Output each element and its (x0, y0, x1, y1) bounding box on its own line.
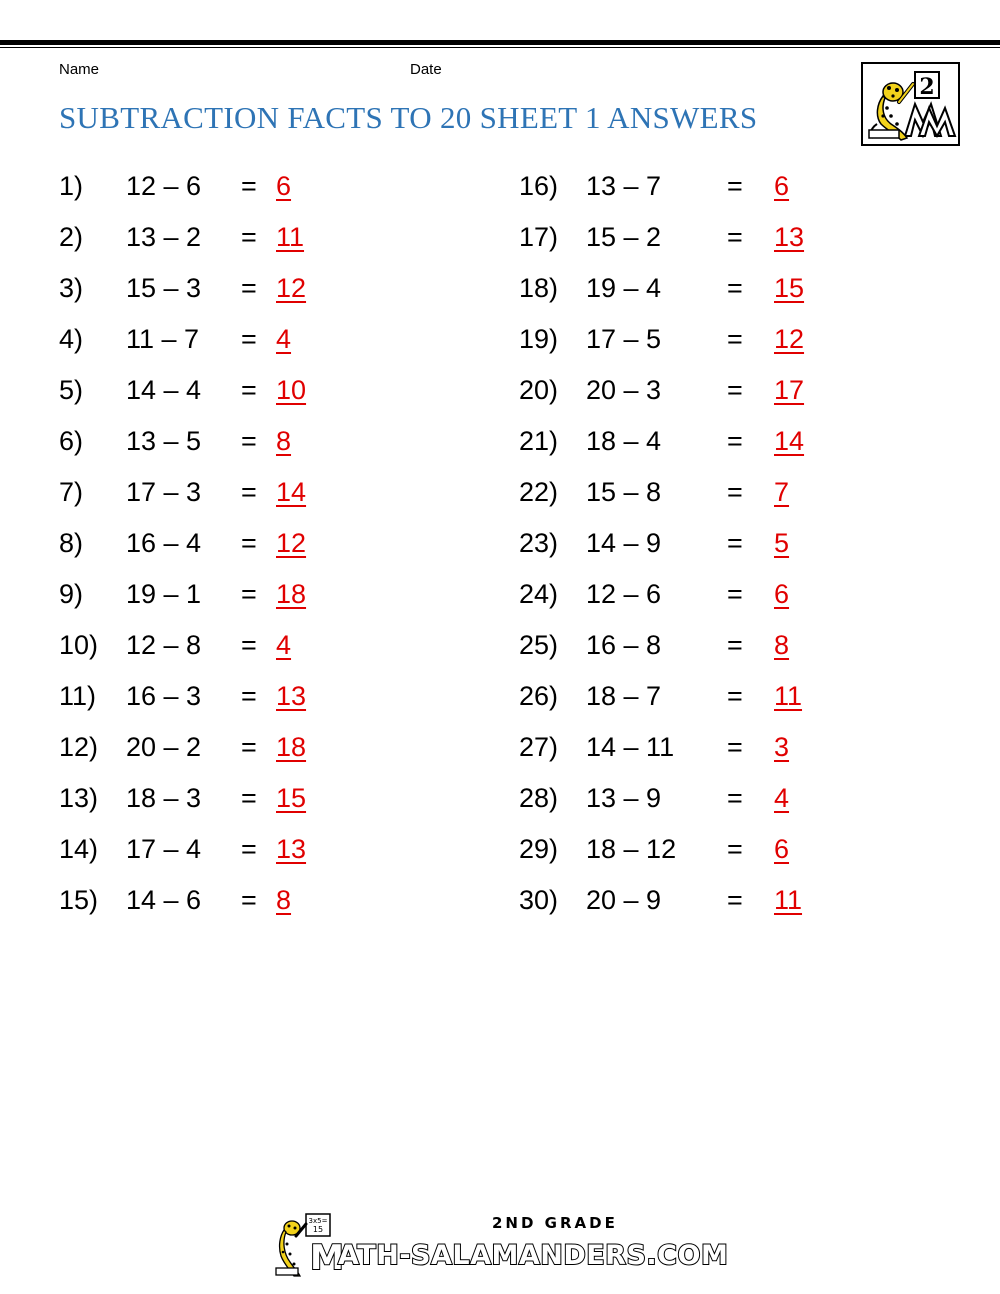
problem-expression: 13 – 7 (586, 171, 662, 201)
problem-expression: 15 – 8 (586, 477, 662, 507)
problem-number: 18) (519, 273, 559, 303)
problem-equals: = (727, 834, 743, 864)
problem-expression: 17 – 3 (126, 477, 202, 507)
problem-row (519, 778, 939, 818)
problem-number: 10) (59, 630, 99, 660)
problem-equals: = (241, 579, 257, 609)
problem-expression: 19 – 1 (126, 579, 202, 609)
problem-equals: = (727, 171, 743, 201)
problem-number: 16) (519, 171, 559, 201)
problem-row (519, 727, 939, 767)
problem-row (519, 676, 939, 716)
problem-answer: 15 (774, 273, 805, 303)
problem-row (519, 880, 939, 920)
problem-answer: 11 (774, 681, 803, 711)
problem-answer: 14 (276, 477, 307, 507)
problem-equals: = (727, 630, 743, 660)
problem-number: 17) (519, 222, 559, 252)
footer-grade-text: 2ND GRADE (492, 1214, 618, 1232)
problem-expression: 17 – 4 (126, 834, 202, 864)
problem-row (59, 880, 479, 920)
problem-number: 4) (59, 324, 84, 354)
footer-site-initial: M (310, 1238, 344, 1278)
problem-number: 2) (59, 222, 84, 252)
problem-equals: = (727, 324, 743, 354)
problem-row (59, 523, 479, 563)
problem-row (519, 829, 939, 869)
problem-number: 9) (59, 579, 84, 609)
problem-equals: = (727, 273, 743, 303)
problem-number: 7) (59, 477, 84, 507)
problem-row (59, 370, 479, 410)
problem-expression: 18 – 4 (586, 426, 662, 456)
problem-expression: 16 – 8 (586, 630, 662, 660)
problem-number: 21) (519, 426, 559, 456)
problem-expression: 20 – 9 (586, 885, 662, 915)
problem-row (59, 829, 479, 869)
problem-number: 5) (59, 375, 84, 405)
problem-equals: = (241, 528, 257, 558)
problem-row (59, 727, 479, 767)
problem-answer: 4 (276, 630, 292, 660)
problem-number: 22) (519, 477, 559, 507)
problem-row (59, 472, 479, 512)
problem-answer: 7 (774, 477, 790, 507)
problem-answer: 8 (276, 426, 292, 456)
footer-logo (272, 1212, 728, 1278)
problem-equals: = (727, 528, 743, 558)
problem-number: 14) (59, 834, 99, 864)
problem-answer: 12 (774, 324, 805, 354)
problem-answer: 5 (774, 528, 790, 558)
problem-number: 26) (519, 681, 559, 711)
problem-equals: = (241, 324, 257, 354)
page-title: SUBTRACTION FACTS TO 20 SHEET 1 ANSWERS (59, 100, 758, 135)
problem-row (519, 574, 939, 614)
problem-number: 25) (519, 630, 559, 660)
problem-expression: 18 – 7 (586, 681, 662, 711)
problem-answer: 3 (774, 732, 790, 762)
logo-grade-number: 2 (919, 74, 935, 100)
problem-expression: 17 – 5 (586, 324, 662, 354)
problem-number: 30) (519, 885, 559, 915)
problem-answer: 14 (774, 426, 805, 456)
problem-expression: 13 – 5 (126, 426, 202, 456)
footer-site-text: ATH-SALAMANDERS.COM (338, 1240, 729, 1271)
problem-row (519, 421, 939, 461)
problem-expression: 16 – 4 (126, 528, 202, 558)
problem-expression: 14 – 6 (126, 885, 202, 915)
problem-equals: = (241, 783, 257, 813)
problem-expression: 16 – 3 (126, 681, 202, 711)
problem-row (519, 370, 939, 410)
problem-answer: 8 (276, 885, 292, 915)
problem-expression: 20 – 3 (586, 375, 662, 405)
problem-equals: = (241, 426, 257, 456)
problem-row (59, 676, 479, 716)
problem-equals: = (727, 426, 743, 456)
problem-number: 12) (59, 732, 99, 762)
problem-row (519, 472, 939, 512)
problem-row (519, 217, 939, 257)
problem-answer: 13 (276, 834, 307, 864)
problem-equals: = (727, 375, 743, 405)
problem-number: 15) (59, 885, 99, 915)
problem-row (519, 523, 939, 563)
problem-equals: = (727, 222, 743, 252)
problem-equals: = (241, 630, 257, 660)
problem-answer: 6 (774, 834, 790, 864)
problem-row (59, 217, 479, 257)
problem-answer: 18 (276, 732, 307, 762)
problem-expression: 13 – 2 (126, 222, 202, 252)
problem-answer: 8 (774, 630, 790, 660)
problem-row (59, 778, 479, 818)
problem-number: 19) (519, 324, 559, 354)
problem-row (59, 625, 479, 665)
problem-equals: = (727, 681, 743, 711)
problem-equals: = (241, 732, 257, 762)
problem-row (59, 166, 479, 206)
problem-expression: 14 – 9 (586, 528, 662, 558)
problem-answer: 11 (276, 222, 305, 252)
problem-equals: = (241, 681, 257, 711)
problem-expression: 19 – 4 (586, 273, 662, 303)
problem-answer: 13 (774, 222, 805, 252)
problem-row (59, 319, 479, 359)
problem-number: 24) (519, 579, 559, 609)
problem-equals: = (727, 885, 743, 915)
svg-text:3x5=: 3x5= (308, 1217, 328, 1225)
problem-expression: 18 – 12 (586, 834, 677, 864)
problem-equals: = (727, 783, 743, 813)
problem-number: 28) (519, 783, 559, 813)
problem-expression: 14 – 4 (126, 375, 202, 405)
problem-number: 8) (59, 528, 84, 558)
problem-equals: = (727, 477, 743, 507)
problem-expression: 12 – 6 (586, 579, 662, 609)
problem-expression: 20 – 2 (126, 732, 202, 762)
name-label: Name (59, 61, 100, 78)
problem-equals: = (241, 222, 257, 252)
problem-equals: = (241, 885, 257, 915)
problem-equals: = (727, 579, 743, 609)
problem-answer: 4 (276, 324, 292, 354)
problem-number: 23) (519, 528, 559, 558)
problem-answer: 4 (774, 783, 790, 813)
problem-equals: = (727, 732, 743, 762)
problem-expression: 15 – 2 (586, 222, 662, 252)
problem-row (59, 421, 479, 461)
problem-answer: 18 (276, 579, 307, 609)
problem-answer: 6 (774, 171, 790, 201)
problem-equals: = (241, 171, 257, 201)
problem-number: 13) (59, 783, 99, 813)
problem-number: 6) (59, 426, 84, 456)
problem-number: 3) (59, 273, 84, 303)
problem-number: 27) (519, 732, 559, 762)
problem-row (519, 625, 939, 665)
problem-expression: 18 – 3 (126, 783, 202, 813)
problem-equals: = (241, 273, 257, 303)
problem-answer: 12 (276, 528, 307, 558)
problem-number: 29) (519, 834, 559, 864)
problem-answer: 12 (276, 273, 307, 303)
problem-expression: 12 – 8 (126, 630, 202, 660)
problem-answer: 17 (774, 375, 805, 405)
problem-row (59, 574, 479, 614)
problem-number: 20) (519, 375, 559, 405)
problem-answer: 11 (774, 885, 803, 915)
problem-row (519, 319, 939, 359)
problem-row (59, 268, 479, 308)
problem-expression: 13 – 9 (586, 783, 662, 813)
problem-equals: = (241, 834, 257, 864)
svg-text:15: 15 (312, 1225, 324, 1234)
problem-equals: = (241, 477, 257, 507)
problem-equals: = (241, 375, 257, 405)
date-label: Date (410, 61, 442, 78)
problem-answer: 6 (276, 171, 292, 201)
problem-answer: 10 (276, 375, 307, 405)
problem-row (519, 268, 939, 308)
problem-expression: 12 – 6 (126, 171, 202, 201)
problem-answer: 15 (276, 783, 307, 813)
problem-answer: 13 (276, 681, 307, 711)
problem-expression: 14 – 11 (586, 732, 675, 762)
problem-number: 1) (59, 171, 84, 201)
problem-row (519, 166, 939, 206)
problem-expression: 15 – 3 (126, 273, 202, 303)
problem-number: 11) (59, 681, 97, 711)
problem-answer: 6 (774, 579, 790, 609)
problem-expression: 11 – 7 (126, 324, 200, 354)
